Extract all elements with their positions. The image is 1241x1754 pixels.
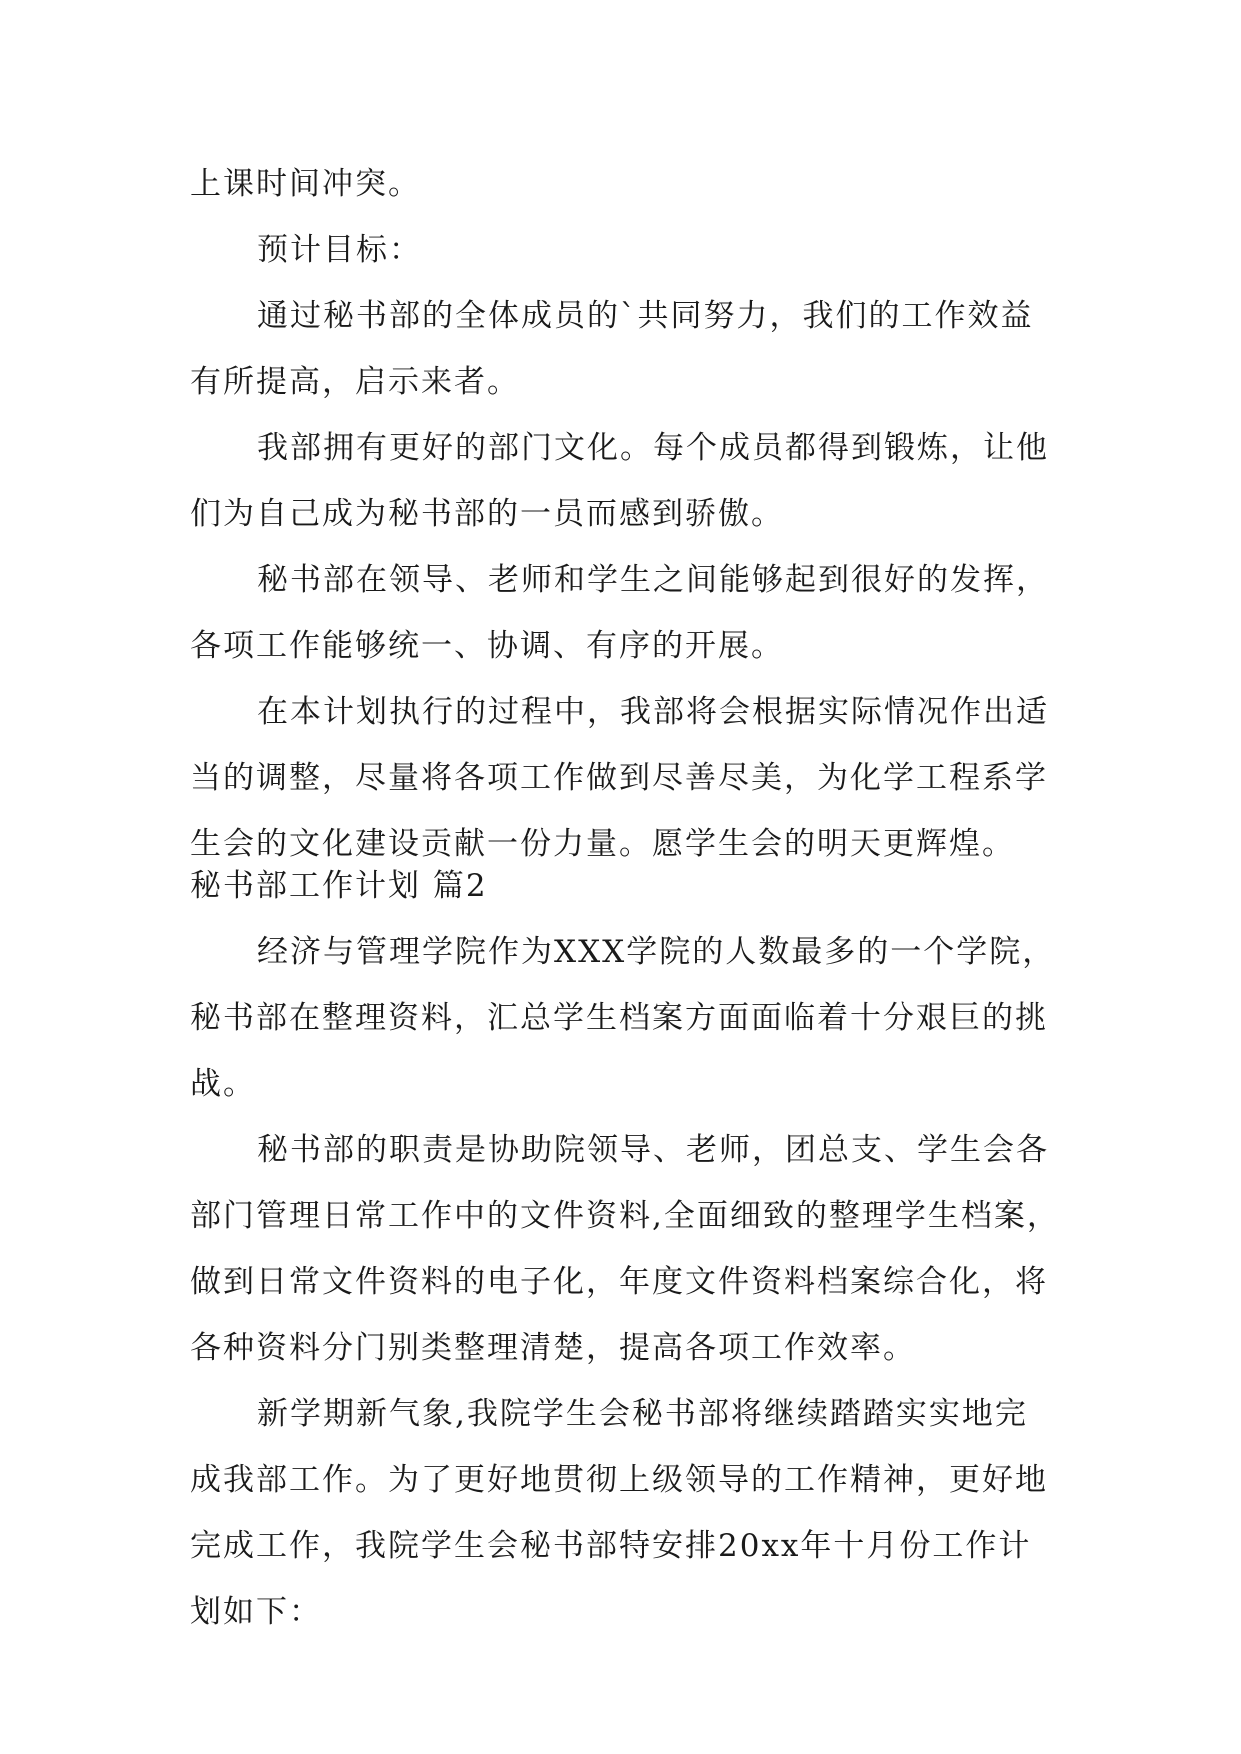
document-section-two [190, 866, 1060, 1632]
paragraph-line: 预计目标： [257, 232, 422, 268]
paragraph-line: 们为自己成为秘书部的一员而感到骄傲。 [190, 496, 784, 532]
paragraph-line: 有所提高，启示来者。 [190, 364, 520, 400]
paragraph-line: 各项工作能够统一、协调、有序的开展。 [190, 628, 784, 664]
paragraph-line: 完成工作，我院学生会秘书部特安排20xx年十月份工作计 [190, 1528, 1032, 1564]
paragraph-line: 战。 [190, 1066, 256, 1102]
paragraph-line: 秘书部在整理资料，汇总学生档案方面面临着十分艰巨的挑 [190, 1000, 1048, 1036]
paragraph-line: 做到日常文件资料的电子化，年度文件资料档案综合化，将 [190, 1264, 1048, 1300]
paragraph-line: 通过秘书部的全体成员的`共同努力，我们的工作效益 [257, 298, 1034, 334]
paragraph-line: 秘书部的职责是协助院领导、老师，团总支、学生会各 [257, 1132, 1049, 1168]
paragraph-line: 我部拥有更好的部门文化。每个成员都得到锻炼，让他 [257, 430, 1049, 466]
paragraph-line: 生会的文化建设贡献一份力量。愿学生会的明天更辉煌。 [190, 826, 1015, 862]
paragraph-line: 新学期新气象,我院学生会秘书部将继续踏踏实实地完 [257, 1396, 1028, 1432]
paragraph-line: 部门管理日常工作中的文件资料,全面细致的整理学生档案， [190, 1198, 1060, 1234]
paragraph-line: 成我部工作。为了更好地贯彻上级领导的工作精神，更好地 [190, 1462, 1048, 1498]
section-heading: 秘书部工作计划 篇2 [190, 868, 488, 904]
paragraph-line: 上课时间冲突。 [190, 166, 421, 202]
paragraph-line: 秘书部在领导、老师和学生之间能够起到很好的发挥， [257, 562, 1049, 598]
paragraph-line: 当的调整，尽量将各项工作做到尽善尽美，为化学工程系学 [190, 760, 1048, 796]
paragraph-line: 划如下： [190, 1594, 322, 1630]
paragraph-line: 在本计划执行的过程中，我部将会根据实际情况作出适 [257, 694, 1049, 730]
paragraph-line: 各种资料分门别类整理清楚，提高各项工作效率。 [190, 1330, 916, 1366]
paragraph-line: 经济与管理学院作为XXX学院的人数最多的一个学院， [257, 934, 1056, 970]
document-section-one [190, 164, 1052, 864]
